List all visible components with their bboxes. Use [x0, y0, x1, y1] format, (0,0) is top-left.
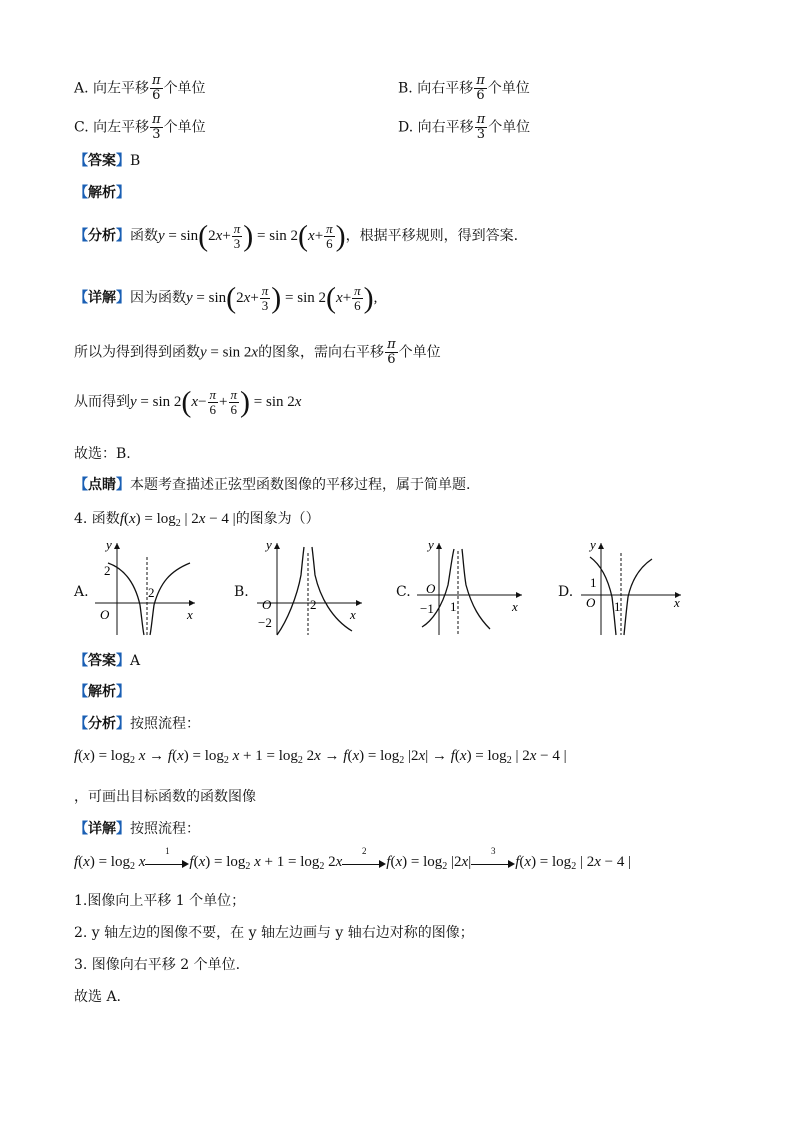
conclusion-q3: 故选：B. [74, 446, 131, 462]
fenxi-tag: 【分析】 [74, 716, 130, 732]
arrow-number: 2 [362, 845, 367, 856]
option-text: 个单位 [163, 80, 206, 97]
line3 [74, 385, 302, 419]
graph-a [90, 535, 200, 640]
y-intercept-label: −2 [258, 615, 272, 630]
option-letter: A. [74, 80, 89, 97]
tag-text: 答案 [88, 153, 116, 169]
formula: y = sin(2x+ $\frac{\pi}{3}$ ) = sin 2(x+ $\frac{\pi}{6}$ ) [158, 219, 346, 253]
curve-right [312, 547, 352, 631]
denominator: 6 [474, 88, 487, 103]
tag-text: 详解 [88, 821, 116, 837]
x-label: x [674, 595, 680, 610]
numerator: π [152, 73, 161, 88]
arrow-1 [145, 845, 189, 870]
graph-c [412, 535, 527, 640]
fraction [150, 113, 163, 142]
denominator: 3 [150, 127, 163, 142]
curve-right [462, 549, 490, 629]
option-text: 向右平移 [417, 119, 474, 136]
option-text: 个单位 [487, 80, 530, 97]
dianjing-line [74, 474, 470, 494]
option-letter: D. [398, 119, 414, 136]
option-text: 个单位 [488, 119, 531, 136]
curve-left [108, 563, 144, 635]
answer-tag: 【答案】 [74, 153, 130, 169]
conclusion-q4: 故选 A. [74, 989, 122, 1005]
step-1: 1.图像向上平移 1 个单位； [74, 893, 246, 909]
option-d [398, 113, 530, 142]
step-3: 3. 图像向右平移 2 个单位. [74, 957, 241, 973]
q4-flow-formula-numbered: $f(x) = \log_2 x$ 1 $f(x) = \log_2 x + 1 = \log_2 2x$ 2 $f(x) = \log_2 |2x|$ 3 $f(x) = \log_2$ | 2x − 4 | [74, 845, 632, 872]
tag-text: 分析 [88, 227, 116, 244]
graph-b-letter: B. [234, 584, 249, 600]
analysis-tag: 【解析】 [74, 684, 130, 700]
dianjing-tag: 【点睛】 [74, 477, 130, 493]
tag-text: 详解 [88, 289, 116, 306]
fraction [475, 113, 488, 142]
line2 [74, 338, 441, 367]
xiangjie-line [74, 281, 378, 315]
x-label: x [350, 607, 356, 622]
x-arrow [516, 592, 522, 598]
tag-text: 解析 [88, 684, 116, 700]
graph-d-letter: D. [558, 584, 574, 600]
tag-text: 答案 [88, 653, 116, 669]
analysis-tag: 【解析】 [74, 185, 130, 201]
fraction [150, 74, 163, 103]
arrow-2 [342, 845, 386, 870]
q4-flow-formula: $f(x) = \log_2 x \to f(x) = \log_2 x + 1 = \log_2 2x \to f(x) = \log_2 |2x| \to f(x) = \log_2$ | 2x − 4 | [74, 748, 567, 766]
numerator: π [152, 112, 161, 127]
origin-label: O [586, 595, 596, 610]
tag-text: 点睛 [88, 477, 116, 493]
answer-value: A [130, 653, 141, 669]
fenxi-line [74, 219, 519, 253]
y-arrow [114, 543, 120, 549]
formula: y = sin 2(x− $\frac{\pi}{6}$ + $\frac{\pi}{6}$ ) = sin 2x [130, 385, 302, 419]
asymptote-label: 1 [450, 599, 457, 614]
tag-text: 分析 [88, 716, 116, 732]
y-arrow [598, 543, 604, 549]
x-label: x [187, 607, 193, 622]
asymptote-label: 1 [614, 599, 621, 614]
q4-fenxi-line [74, 713, 200, 733]
formula: y = sin(2x+ $\frac{\pi}{3}$ ) = sin 2(x+ $\frac{\pi}{6}$ ), [186, 281, 378, 315]
option-c [74, 113, 206, 142]
graph-a-letter: A. [74, 584, 89, 600]
asymptote-label: 2 [310, 597, 317, 612]
option-text: 向左平移 [93, 119, 150, 136]
fenxi-tag: 【分析】 [74, 227, 130, 244]
answer-value: B [130, 153, 141, 169]
asymptote-label: 2 [148, 585, 155, 600]
y-intercept-label: −1 [420, 601, 434, 616]
numerator: π [476, 112, 486, 127]
text: 本题考查描述正弦型函数图像的平移过程，属于简单题. [130, 477, 471, 493]
y-arrow [436, 543, 442, 549]
curve-right [624, 559, 652, 635]
curve-left [277, 547, 304, 635]
x-arrow [189, 600, 195, 606]
option-text: 向右平移 [417, 80, 474, 97]
x-label: x [512, 599, 518, 614]
formula: y = sin 2x [200, 344, 259, 361]
option-b [398, 74, 530, 103]
curve-right [150, 563, 190, 635]
text: 按照流程： [130, 821, 200, 837]
option-letter: C. [74, 119, 89, 136]
graph-d [576, 535, 686, 640]
graph-b [252, 535, 367, 640]
text: 所以为得到得到函数 [74, 344, 200, 361]
text: 从而得到 [74, 393, 130, 410]
tag-text: 解析 [88, 185, 116, 201]
analysis-heading [74, 182, 130, 202]
q4-xiangjie-line [74, 818, 200, 838]
origin-label: O [100, 607, 110, 622]
text: 4. 函数 [74, 511, 120, 527]
text: 个单位 [398, 344, 441, 361]
arrow-3 [471, 845, 515, 870]
y-arrow [274, 543, 280, 549]
y-label: y [266, 537, 272, 552]
answer-tag: 【答案】 [74, 653, 130, 669]
denominator: 6 [150, 88, 163, 103]
q4-analysis-heading [74, 681, 130, 701]
q4-answer-line [74, 650, 140, 670]
option-text: 个单位 [163, 119, 206, 136]
y-label: y [590, 537, 596, 552]
numerator: π [476, 73, 485, 88]
step-2: 2. y 轴左边的图像不要，在 y 轴左边画与 y 轴右边对称的图像； [74, 925, 474, 941]
answer-line [74, 150, 140, 170]
text: 的图象，需向右平移 [258, 344, 385, 361]
q4-fenxi-after: ，可画出目标函数的函数图像 [74, 789, 256, 805]
origin-label: O [426, 581, 436, 596]
option-text: 向左平移 [93, 80, 150, 97]
text: 按照流程： [130, 716, 200, 732]
y-label: y [106, 537, 112, 552]
graph-c-letter: C. [396, 584, 411, 600]
option-a [74, 74, 206, 103]
arrow-number: 1 [165, 845, 170, 856]
y-intercept-label: 2 [104, 563, 111, 578]
text: 函数 [130, 227, 158, 244]
formula: $f(x) = \log_2$ | 2x − 4 | [119, 511, 236, 529]
origin-label: O [262, 597, 272, 612]
fraction [474, 74, 487, 103]
text: 因为函数 [130, 289, 186, 306]
y-label: y [428, 537, 434, 552]
y-intercept-label: 1 [590, 575, 597, 590]
q4-stem [74, 508, 320, 529]
xiangjie-tag: 【详解】 [74, 821, 130, 837]
option-letter: B. [398, 80, 413, 97]
arrow-number: 3 [490, 845, 496, 856]
denominator: 3 [475, 127, 488, 142]
fraction: $\frac{\pi}{6}$ [387, 337, 396, 367]
xiangjie-tag: 【详解】 [74, 289, 130, 306]
text: ，根据平移规则，得到答案. [345, 227, 519, 244]
x-arrow [356, 600, 362, 606]
text: 的图象为（） [235, 511, 320, 527]
